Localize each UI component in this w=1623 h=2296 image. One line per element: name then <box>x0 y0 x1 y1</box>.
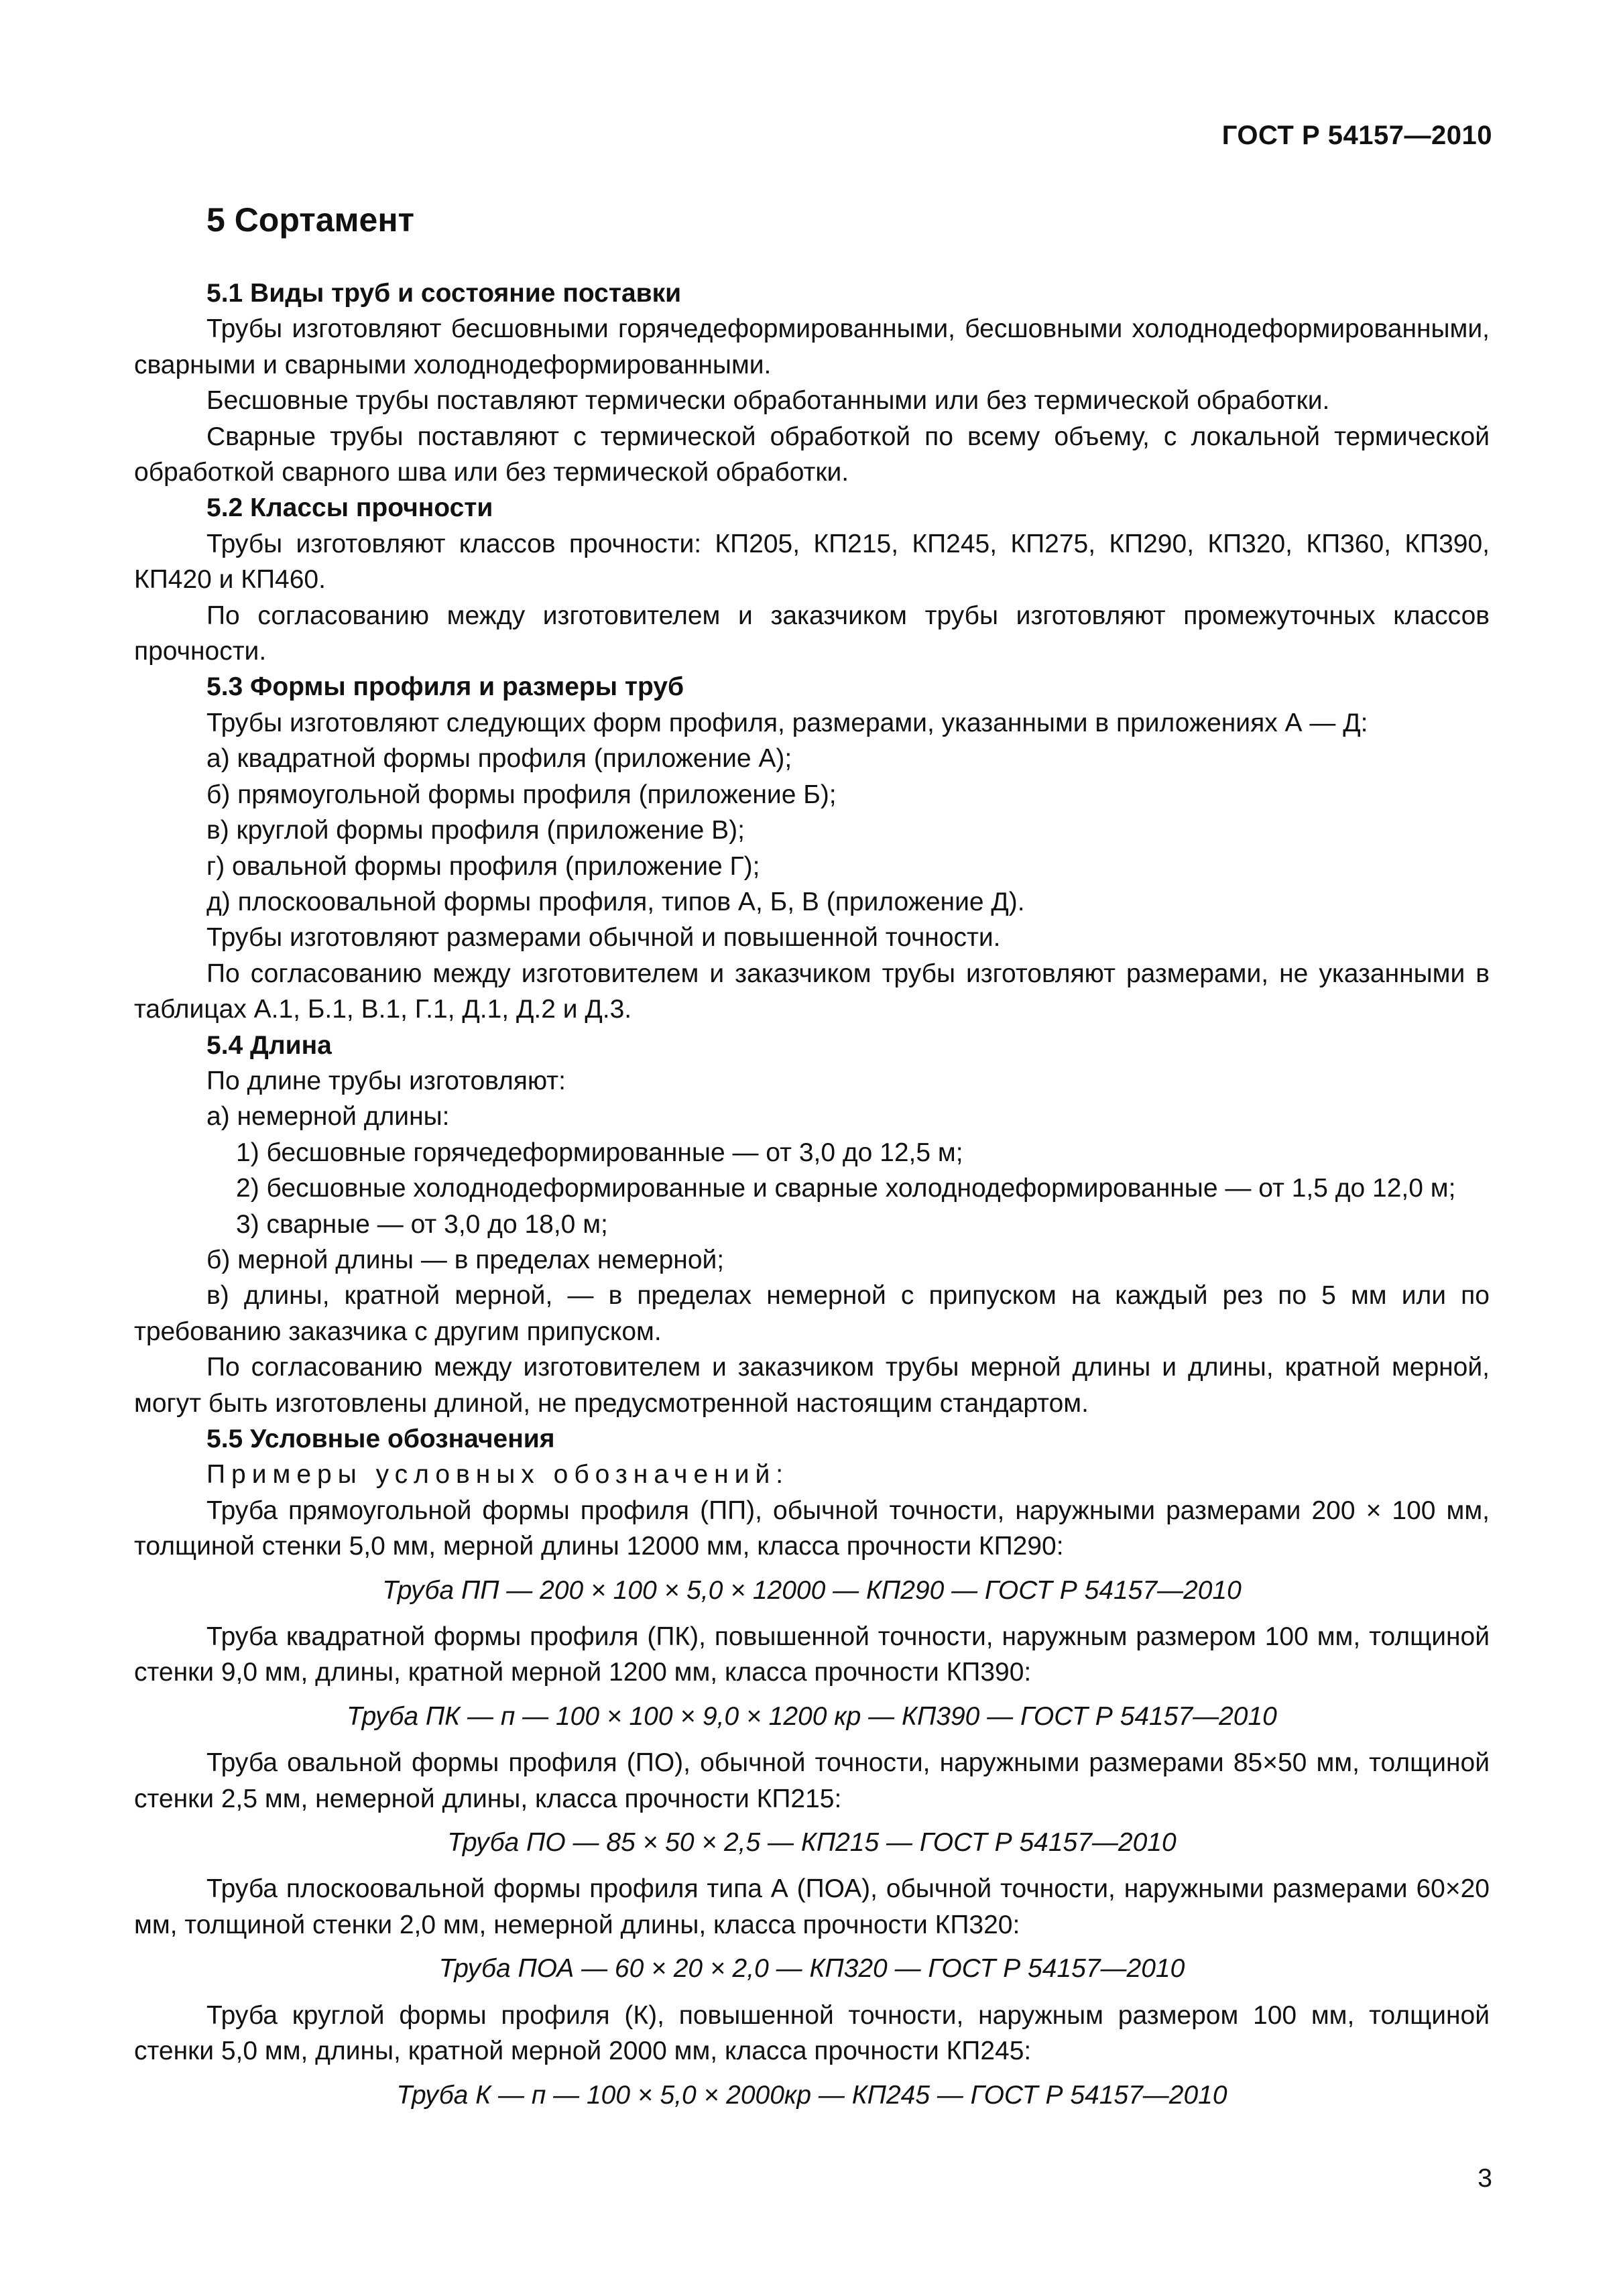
section-title: 5 Сортамент <box>206 201 415 239</box>
example-designation: Труба ПП — 200 × 100 × 5,0 × 12000 — КП290 — ГОСТ Р 54157—2010 <box>382 1575 1242 1605</box>
subsection-title-5-4: 5.4 Длина <box>206 1030 332 1060</box>
example-designation: Труба ПК — п — 100 × 100 × 9,0 × 1200 кр — КП390 — ГОСТ Р 54157—2010 <box>347 1701 1277 1731</box>
paragraph: По согласованию между изготовителем и заказчиком трубы изготовляют промежуточных классов прочности. <box>134 601 1490 666</box>
example-text: Труба квадратной формы профиля (ПК), повышенной точности, наружным размером 100 мм, толщиной стенки 9,0 мм, длины, кратной мерной 1200 мм, класса прочности КП390: <box>134 1622 1490 1687</box>
example-designation: Труба ПОА — 60 × 20 × 2,0 — КП320 — ГОСТ Р 54157—2010 <box>438 1954 1185 1984</box>
paragraph: Трубы изготовляют следующих форм профиля, размерами, указанными в приложениях А — Д: <box>206 708 1368 737</box>
list-item: д) плоскоовальной формы профиля, типов А, Б, В (приложение Д). <box>206 887 1025 916</box>
paragraph: Сварные трубы поставляют с термической обработкой по всему объему, с локальной термической обработкой сварного шва или без термической обработки. <box>134 422 1490 487</box>
list-subitem: 2) бесшовные холоднодеформированные и сварные холоднодеформированные — от 1,5 до 12,0 м; <box>236 1174 1456 1203</box>
example-designation: Труба ПО — 85 × 50 × 2,5 — КП215 — ГОСТ Р 54157—2010 <box>447 1828 1177 1858</box>
examples-label: Примеры условных обозначений: <box>206 1460 790 1490</box>
subsection-title-5-3: 5.3 Формы профиля и размеры труб <box>206 672 684 702</box>
paragraph: По согласованию между изготовителем и заказчиком трубы изготовляют размерами, не указанными в таблицах А.1, Б.1, В.1, Г.1, Д.1, Д.2 и Д.3. <box>134 959 1490 1024</box>
paragraph: По длине трубы изготовляют: <box>206 1066 566 1095</box>
list-item: б) мерной длины — в пределах немерной; <box>206 1245 725 1274</box>
example-text: Труба прямоугольной формы профиля (ПП), обычной точности, наружными размерами 200 × 100 мм, толщиной стенки 5,0 мм, мерной длины 12000 мм, класса прочности КП290: <box>134 1496 1490 1561</box>
paragraph: Бесшовные трубы поставляют термически обработанными или без термической обработки. <box>206 386 1330 416</box>
paragraph: Трубы изготовляют размерами обычной и повышенной точности. <box>206 923 1001 953</box>
example-text: Труба овальной формы профиля (ПО), обычной точности, наружными размерами 85×50 мм, толщиной стенки 2,5 мм, немерной длины, класса прочности КП215: <box>134 1748 1490 1813</box>
page-number: 3 <box>1478 2164 1492 2193</box>
list-item: а) квадратной формы профиля (приложение А); <box>206 744 792 774</box>
list-item: г) овальной формы профиля (приложение Г); <box>206 851 760 881</box>
subsection-title-5-5: 5.5 Условные обозначения <box>206 1425 555 1453</box>
subsection-title-5-1: 5.1 Виды труб и состояние поставки <box>206 279 682 308</box>
list-item: а) немерной длины: <box>206 1102 450 1132</box>
list-subitem: 1) бесшовные горячедеформированные — от 3,0 до 12,5 м; <box>236 1138 963 1167</box>
example-designation: Труба К — п — 100 × 5,0 × 2000кр — КП245 — ГОСТ Р 54157—2010 <box>396 2080 1227 2110</box>
list-subitem: 3) сварные — от 3,0 до 18,0 м; <box>236 1209 608 1239</box>
list-item: б) прямоугольной формы профиля (приложение Б); <box>206 780 837 809</box>
subsection-title-5-2: 5.2 Классы прочности <box>206 493 493 523</box>
paragraph: Трубы изготовляют бесшовными горячедеформированными, бесшовными холоднодеформированными, сварными и сварными холоднодеформированными. <box>134 314 1490 379</box>
example-text: Труба круглой формы профиля (К), повышенной точности, наружным размером 100 мм, толщиной стенки 5,0 мм, длины, кратной мерной 2000 мм, класса прочности КП245: <box>134 2000 1490 2066</box>
document-code: ГОСТ Р 54157—2010 <box>1221 121 1492 150</box>
page-content <box>134 200 1490 2113</box>
paragraph: Трубы изготовляют классов прочности: КП205, КП215, КП245, КП275, КП290, КП320, КП360, КП390, КП420 и КП460. <box>134 529 1490 595</box>
list-item: в) круглой формы профиля (приложение В); <box>206 816 745 845</box>
list-item: в) длины, кратной мерной, — в пределах немерной с припуском на каждый рез по 5 мм или по требованию заказчика с другим припуском. <box>134 1281 1490 1346</box>
example-text: Труба плоскоовальной формы профиля типа А (ПОА), обычной точности, наружными размерами 60×20 мм, толщиной стенки 2,0 мм, немерной длины, класса прочности КП320: <box>134 1874 1490 1939</box>
paragraph: По согласованию между изготовителем и заказчиком трубы мерной длины и длины, кратной мерной, могут быть изготовлены длиной, не предусмотренной настоящим стандартом. <box>134 1353 1490 1418</box>
